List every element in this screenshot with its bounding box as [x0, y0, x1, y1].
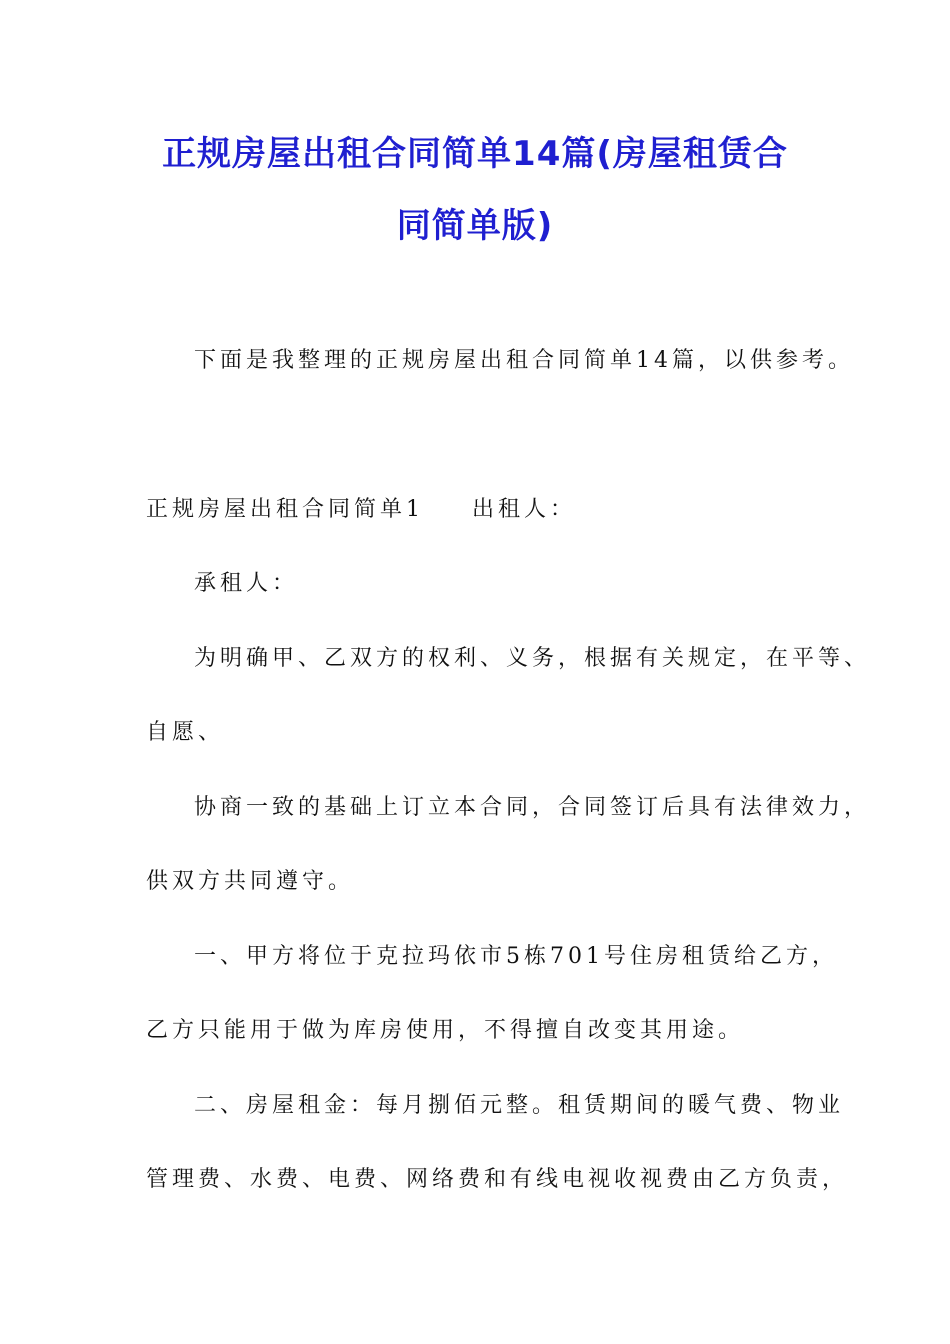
section-heading-line	[146, 496, 826, 524]
section-heading: 正规房屋出租合同简单1	[146, 497, 424, 522]
document-title-line-1: 正规房屋出租合同简单14篇(房屋租赁合	[162, 134, 788, 174]
intro-paragraph: 下面是我整理的正规房屋出租合同简单14篇，以供参考。	[194, 348, 854, 373]
paragraph-line: 二、房屋租金：每月捌佰元整。租赁期间的暖气费、物业	[194, 1093, 845, 1118]
paragraph-line: 为明确甲、乙双方的权利、义务，根据有关规定，在平等、	[194, 646, 871, 671]
paragraph-line: 一、甲方将位于克拉玛依市5栋701号住房租赁给乙方，	[194, 944, 838, 969]
paragraph-line: 供双方共同遵守。	[146, 869, 355, 894]
paragraph-line: 自愿、	[146, 720, 225, 745]
paragraph-line: 乙方只能用于做为库房使用，不得擅自改变其用途。	[146, 1018, 745, 1043]
lessee-label: 承租人：	[194, 571, 299, 596]
lessor-label: 出租人：	[472, 497, 577, 522]
document-title-line-2: 同简单版)	[396, 206, 554, 246]
paragraph-line: 协商一致的基础上订立本合同，合同签订后具有法律效力，	[194, 795, 871, 820]
paragraph-line: 管理费、水费、电费、网络费和有线电视收视费由乙方负责，	[146, 1167, 849, 1192]
